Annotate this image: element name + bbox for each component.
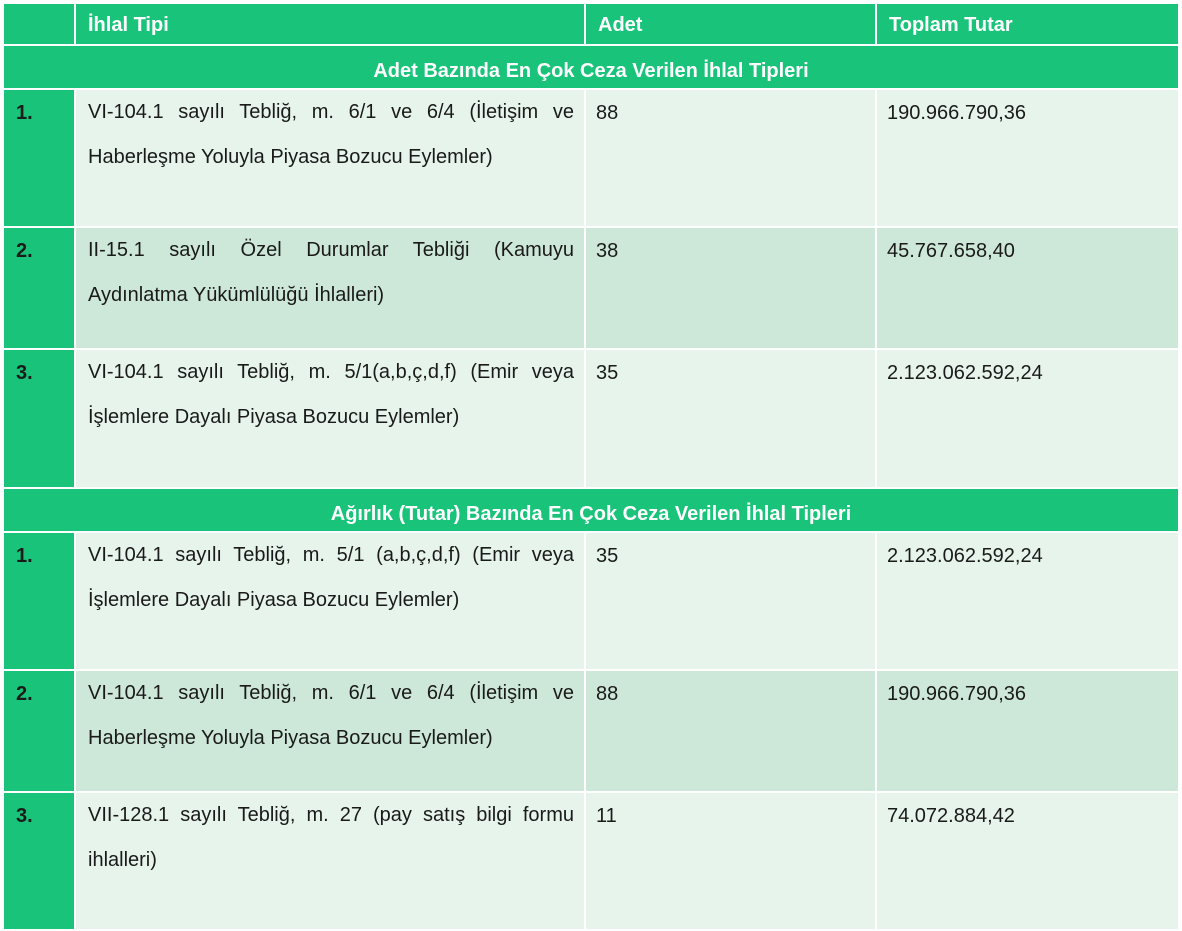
section-title: Adet Bazında En Çok Ceza Verilen İhlal Tipleri (3, 45, 1179, 89)
table-row (3, 349, 1179, 488)
row-rank: 1. (3, 532, 75, 670)
table-row (3, 792, 1179, 930)
table-row (3, 89, 1179, 227)
row-toplam-tutar: 190.966.790,36 (876, 670, 1179, 792)
section-header-row (3, 45, 1179, 89)
row-toplam-tutar: 2.123.062.592,24 (876, 532, 1179, 670)
table-row (3, 670, 1179, 792)
table-row (3, 227, 1179, 349)
row-adet: 88 (585, 670, 876, 792)
header-ihlal-tipi: İhlal Tipi (75, 3, 585, 45)
row-rank: 3. (3, 349, 75, 488)
row-ihlal-tipi: VI-104.1 sayılı Tebliğ, m. 6/1 ve 6/4 (İletişim ve Haberleşme Yoluyla Piyasa Bozucu Eylemler) (75, 670, 585, 792)
row-toplam-tutar: 45.767.658,40 (876, 227, 1179, 349)
row-adet: 38 (585, 227, 876, 349)
row-adet: 11 (585, 792, 876, 930)
row-ihlal-tipi: VII-128.1 sayılı Tebliğ, m. 27 (pay satış bilgi formu ihlalleri) (75, 792, 585, 930)
row-adet: 88 (585, 89, 876, 227)
row-ihlal-tipi: VI-104.1 sayılı Tebliğ, m. 5/1(a,b,ç,d,f) (Emir veya İşlemlere Dayalı Piyasa Bozucu Eylemler) (75, 349, 585, 488)
section-title: Ağırlık (Tutar) Bazında En Çok Ceza Verilen İhlal Tipleri (3, 488, 1179, 532)
row-toplam-tutar: 74.072.884,42 (876, 792, 1179, 930)
section-header-row (3, 488, 1179, 532)
row-rank: 2. (3, 670, 75, 792)
row-adet: 35 (585, 532, 876, 670)
penalty-table (2, 2, 1180, 931)
table-row (3, 532, 1179, 670)
header-adet: Adet (585, 3, 876, 45)
header-rank (3, 3, 75, 45)
row-ihlal-tipi: II-15.1 sayılı Özel Durumlar Tebliği (Kamuyu Aydınlatma Yükümlülüğü İhlalleri) (75, 227, 585, 349)
row-ihlal-tipi: VI-104.1 sayılı Tebliğ, m. 5/1 (a,b,ç,d,f) (Emir veya İşlemlere Dayalı Piyasa Bozucu Eylemler) (75, 532, 585, 670)
row-rank: 2. (3, 227, 75, 349)
row-toplam-tutar: 2.123.062.592,24 (876, 349, 1179, 488)
row-rank: 3. (3, 792, 75, 930)
row-toplam-tutar: 190.966.790,36 (876, 89, 1179, 227)
row-ihlal-tipi: VI-104.1 sayılı Tebliğ, m. 6/1 ve 6/4 (İletişim ve Haberleşme Yoluyla Piyasa Bozucu Eylemler) (75, 89, 585, 227)
table-header-row (3, 3, 1179, 45)
header-toplam-tutar: Toplam Tutar (876, 3, 1179, 45)
row-adet: 35 (585, 349, 876, 488)
row-rank: 1. (3, 89, 75, 227)
